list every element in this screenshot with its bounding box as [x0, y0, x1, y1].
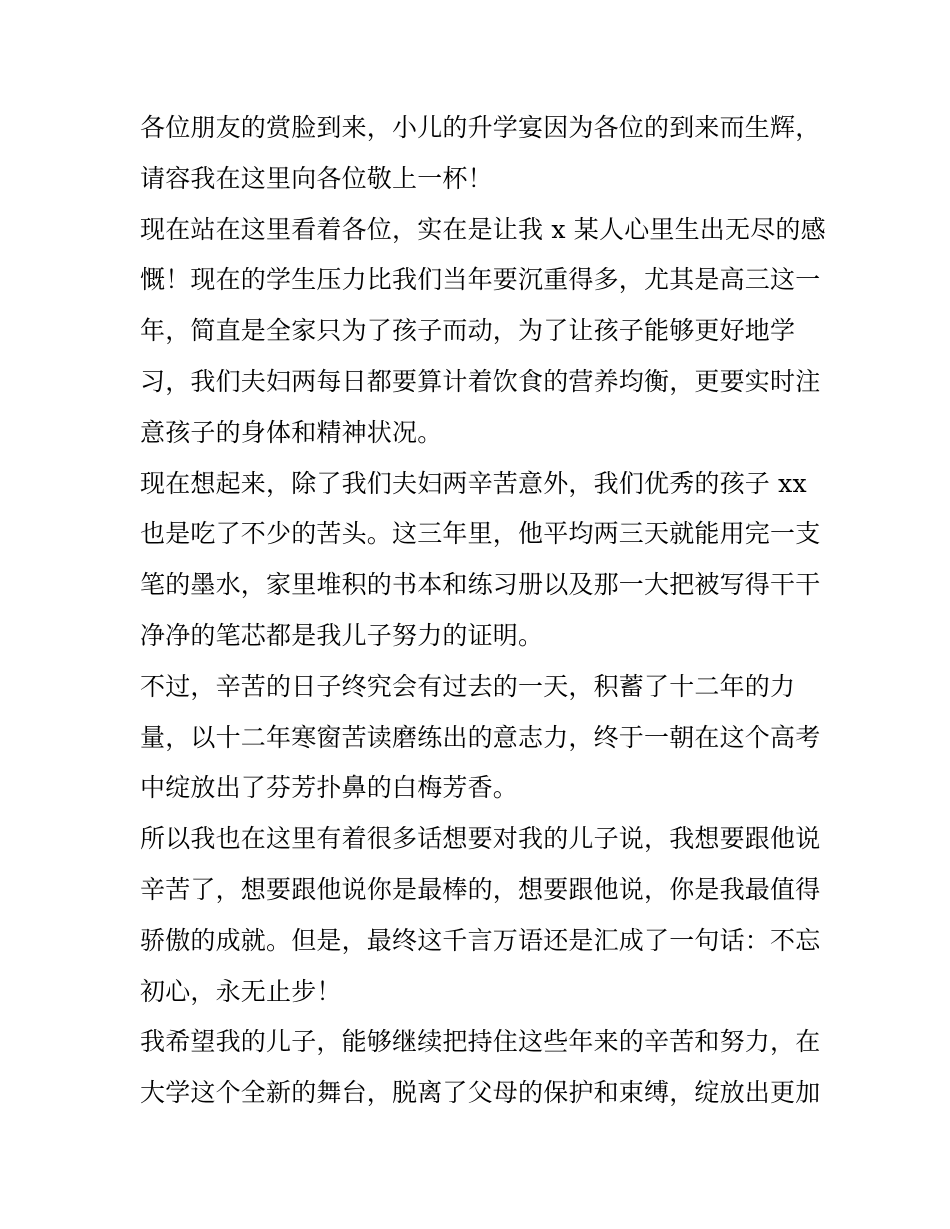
text-line: 现在站在这里看着各位，实在是让我 x 某人心里生出无尽的感 — [140, 214, 826, 244]
text-line: 大学这个全新的舞台，脱离了父母的保护和束缚，绽放出更加 — [140, 1078, 821, 1108]
text-line: 不过，辛苦的日子终究会有过去的一天，积蓄了十二年的力 — [140, 671, 796, 701]
text-line: 辛苦了，想要跟他说你是最棒的，想要跟他说，你是我最值得 — [140, 874, 821, 904]
text-line: 初心，永无止步！ — [140, 976, 342, 1006]
text-line: 也是吃了不少的苦头。这三年里，他平均两三天就能用完一支 — [140, 519, 821, 549]
text-line: 慨！现在的学生压力比我们当年要沉重得多，尤其是高三这一 — [140, 265, 821, 295]
text-line: 各位朋友的赏脸到来，小儿的升学宴因为各位的到来而生辉， — [140, 113, 821, 142]
text-line: 习，我们夫妇两每日都要算计着饮食的营养均衡，更要实时注 — [140, 366, 821, 396]
text-line: 骄傲的成就。但是，最终这千言万语还是汇成了一句话：不忘 — [140, 925, 821, 955]
text-line: 笔的墨水，家里堆积的书本和练习册以及那一大把被写得干干 — [140, 570, 821, 600]
text-line: 净净的笔芯都是我儿子努力的证明。 — [140, 620, 544, 650]
text-line: 意孩子的身体和精神状况。 — [140, 417, 443, 447]
text-line: 中绽放出了芬芳扑鼻的白梅芳香。 — [140, 773, 519, 803]
text-line: 所以我也在这里有着很多话想要对我的儿子说，我想要跟他说 — [140, 824, 821, 854]
text-line: 我希望我的儿子，能够继续把持住这些年来的辛苦和努力，在 — [140, 1027, 821, 1057]
document-body — [140, 103, 826, 1119]
text-line: 年，简直是全家只为了孩子而动，为了让孩子能够更好地学 — [140, 316, 796, 346]
text-line: 请容我在这里向各位敬上一杯！ — [140, 163, 493, 193]
text-line: 现在想起来，除了我们夫妇两辛苦意外，我们优秀的孩子 xx — [140, 468, 807, 498]
text-line: 量，以十二年寒窗苦读磨练出的意志力，终于一朝在这个高考 — [140, 722, 821, 752]
